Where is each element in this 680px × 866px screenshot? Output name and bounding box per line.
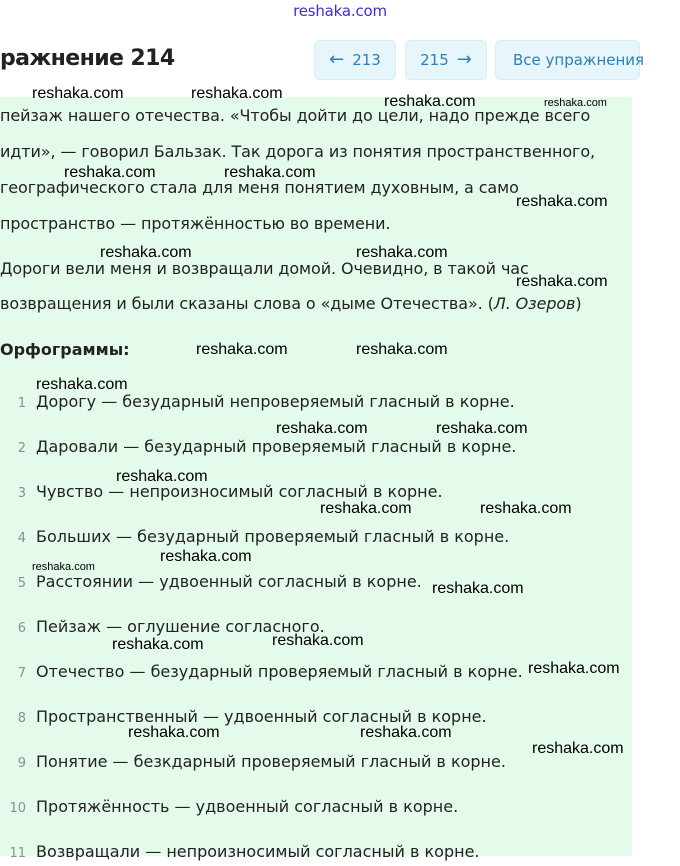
list-item — [0, 842, 480, 866]
list-item — [0, 752, 506, 776]
watermark-text: reshaka.com — [320, 500, 412, 517]
arrow-right-icon: → — [456, 49, 472, 70]
list-item — [0, 797, 458, 821]
list-item — [0, 572, 422, 596]
watermark-text: reshaka.com — [356, 341, 448, 358]
list-item-text: Дорогу — безударный непроверяемый гласный в корне. — [36, 392, 515, 411]
prev-exercise-label: 213 — [352, 51, 381, 69]
list-item-text: Понятие — безкдарный проверяемый гласный в корне. — [36, 752, 506, 771]
list-item-number: 9 — [17, 756, 26, 771]
watermark-text: reshaka.com — [276, 420, 368, 437]
text-line: географического стала для меня понятием духовным, а само — [0, 178, 519, 197]
page-title: ражнение 214 — [0, 46, 175, 71]
text-line-with-author — [0, 294, 582, 313]
site-brand-link[interactable]: reshaka.com — [293, 2, 387, 20]
watermark-text: reshaka.com — [116, 468, 208, 485]
list-item-number: 7 — [17, 666, 26, 681]
list-item — [0, 527, 509, 551]
watermark-text: reshaka.com — [128, 724, 220, 741]
watermark-text: reshaka.com — [516, 193, 608, 210]
watermark-text: reshaka.com — [532, 740, 624, 757]
watermark-text: reshaka.com — [32, 561, 95, 573]
next-exercise-button[interactable] — [405, 40, 487, 80]
watermark-text: reshaka.com — [36, 376, 128, 393]
list-item-number: 5 — [17, 576, 26, 591]
watermark-text: reshaka.com — [272, 632, 364, 649]
watermark-text: reshaka.com — [160, 548, 252, 565]
watermark-text: reshaka.com — [196, 341, 288, 358]
watermark-text: reshaka.com — [356, 244, 448, 261]
watermark-text: reshaka.com — [64, 164, 156, 181]
watermark-text: reshaka.com — [528, 660, 620, 677]
list-item-text: Пространственный — удвоенный согласный в корне. — [36, 707, 487, 726]
list-item-text: Отечество — безударный проверяемый гласный в корне. — [36, 662, 523, 681]
list-item — [0, 437, 516, 461]
solution-panel — [0, 85, 632, 861]
list-item-text: Больших — безударный проверяемый гласный в корне. — [36, 527, 510, 546]
list-item — [0, 662, 523, 686]
list-item-text: Даровали — безударный проверяемый гласный в корне. — [36, 437, 517, 456]
all-exercises-button[interactable]: Все упражнения — [495, 40, 640, 80]
watermark-text: reshaka.com — [191, 85, 283, 102]
list-item-text: Протяжённость — удвоенный согласный в корне. — [36, 797, 459, 816]
watermark-text: reshaka.com — [516, 273, 608, 290]
watermark-text: reshaka.com — [224, 164, 316, 181]
text-line: Дороги вели меня и возвращали домой. Очевидно, в такой час — [0, 259, 529, 278]
list-item-text: Возвращали — непроизносимый согласный в корне. — [36, 842, 480, 861]
list-item-number: 4 — [17, 531, 26, 546]
text-line: идти», — говорил Бальзак. Так дорога из понятия пространственного, — [0, 142, 596, 161]
watermark-text: reshaka.com — [112, 636, 204, 653]
list-item-number: 2 — [17, 441, 26, 456]
next-exercise-label: 215 — [420, 51, 449, 69]
list-item-number: 10 — [9, 801, 26, 816]
orfogrammy-heading: Орфограммы: — [0, 340, 130, 359]
list-item-number: 6 — [17, 621, 26, 636]
list-item-text: Пейзаж — оглушение согласного. — [36, 617, 325, 636]
closing-paren: ) — [575, 294, 582, 313]
list-item-text: Чувство — непроизносимый согласный в корне. — [36, 482, 443, 501]
watermark-text: reshaka.com — [480, 500, 572, 517]
prev-exercise-button[interactable] — [314, 40, 396, 80]
watermark-text: reshaka.com — [32, 85, 124, 102]
list-item-number: 1 — [17, 396, 26, 411]
watermark-text: reshaka.com — [432, 580, 524, 597]
watermark-text: reshaka.com — [436, 420, 528, 437]
exercise-header — [0, 40, 680, 82]
list-item-number: 8 — [17, 711, 26, 726]
text-line: пространство — протяжённостью во времени. — [0, 214, 391, 233]
list-item-text: Расстоянии — удвоенный согласный в корне. — [36, 572, 422, 591]
watermark-text: reshaka.com — [100, 244, 192, 261]
list-item-number: 3 — [17, 486, 26, 501]
list-item — [0, 392, 515, 416]
watermark-text: reshaka.com — [384, 93, 476, 110]
text-line: пейзаж нашего отечества. «Чтобы дойти до цели, надо прежде всего — [0, 106, 591, 125]
arrow-left-icon: ← — [329, 49, 345, 70]
watermark-text: reshaka.com — [544, 97, 607, 109]
list-item-number: 11 — [9, 846, 26, 861]
watermark-text: reshaka.com — [360, 724, 452, 741]
text-line-body: возвращения и были сказаны слова о «дыме Отечества». ( — [0, 294, 494, 313]
author-name: Л. Озеров — [493, 294, 576, 313]
